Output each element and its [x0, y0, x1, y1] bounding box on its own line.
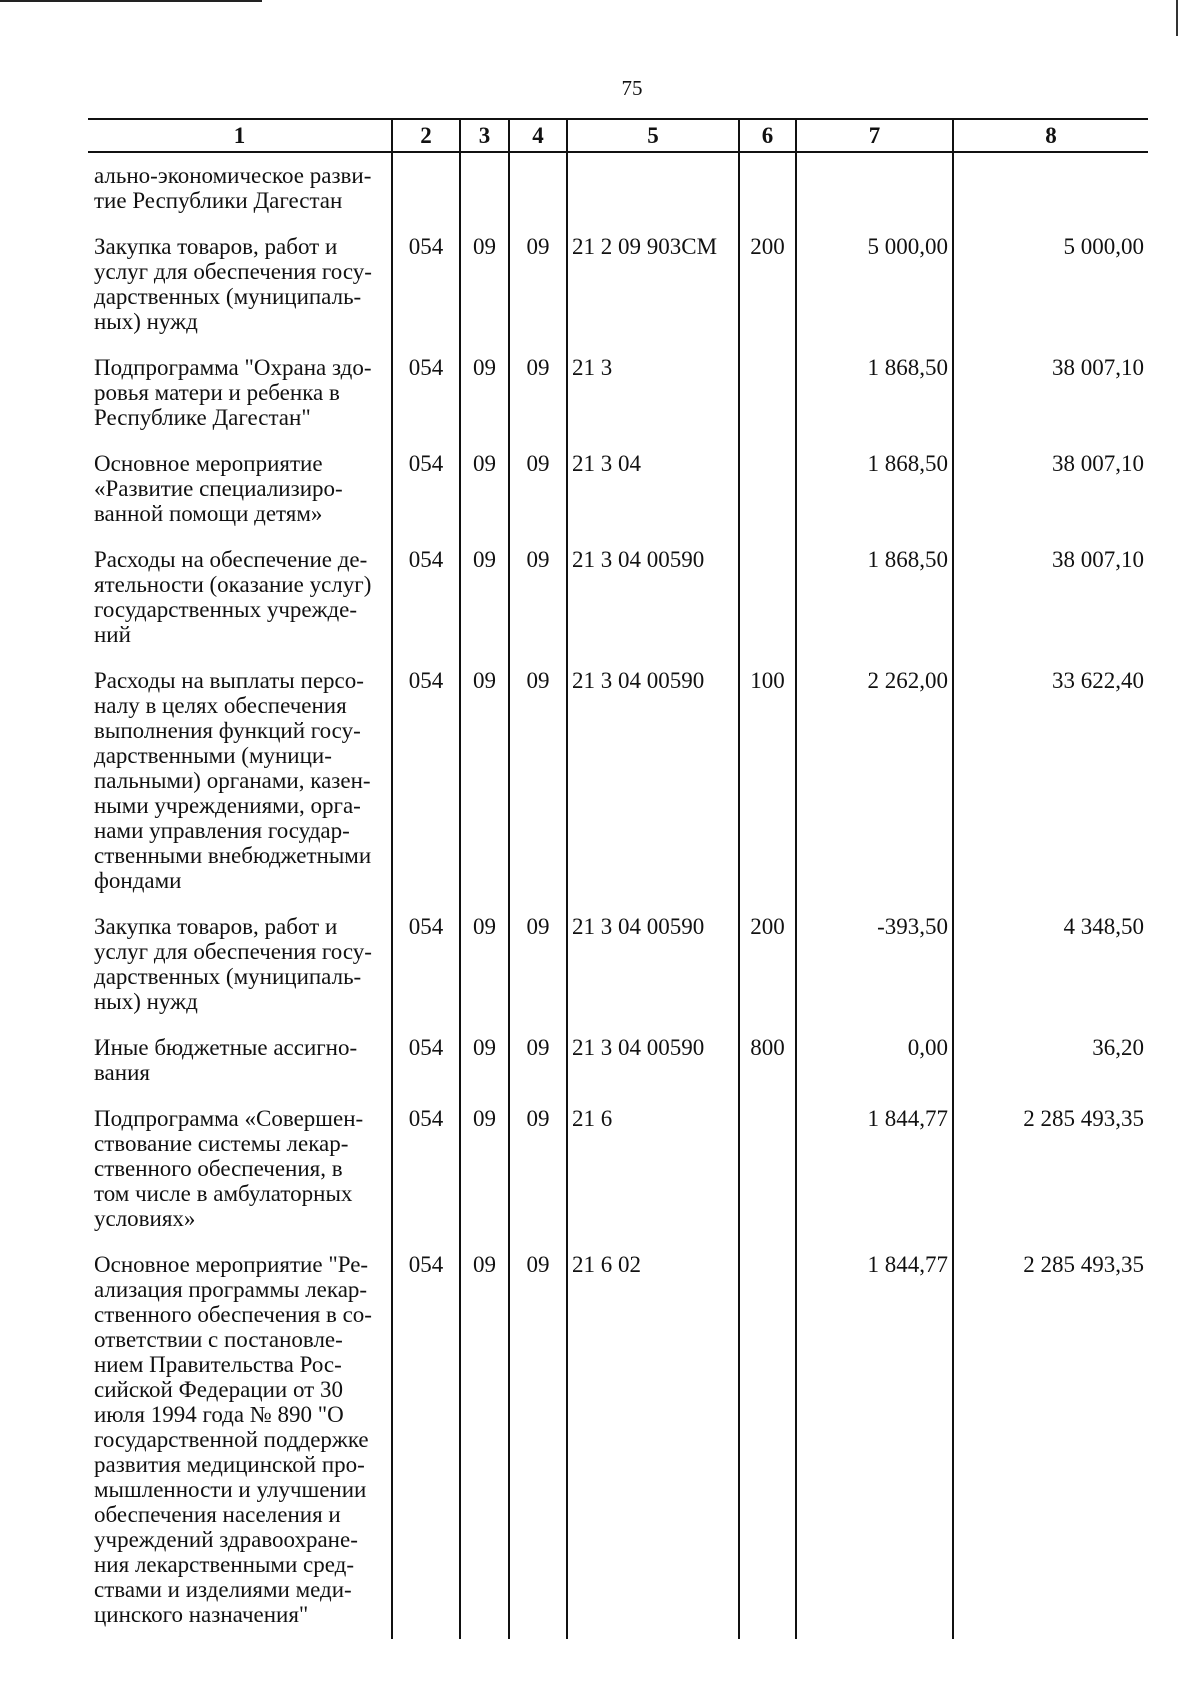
- row-expense-type: 800: [739, 1035, 796, 1106]
- row-code: 054: [392, 234, 460, 355]
- row-code: 054: [392, 668, 460, 914]
- row-subsection: 09: [509, 668, 567, 914]
- row-section: 09: [460, 234, 509, 355]
- row-description: Расходы на выплаты персо- налу в целях обеспечения выполнения функций госу- дарственными (муници- пальными) органами, казен- ными учреждениями, орга- нами управления государ- ственными внебюджетными фондами: [94, 668, 372, 893]
- row-target-article: 21 3: [567, 355, 739, 451]
- row-target-article: 21 3 04 00590: [567, 1035, 739, 1106]
- row-description: Закупка товаров, работ и услуг для обеспечения госу- дарственных (муниципаль- ных) нужд: [94, 234, 372, 334]
- row-expense-type: 200: [739, 234, 796, 355]
- row-amount-total: 38 007,10: [953, 451, 1148, 547]
- table-row: [88, 355, 1148, 451]
- row-code: 054: [392, 355, 460, 451]
- row-amount-total: 38 007,10: [953, 547, 1148, 668]
- row-section: [460, 152, 509, 234]
- row-amount-change: 5 000,00: [796, 234, 953, 355]
- row-amount-total: 5 000,00: [953, 234, 1148, 355]
- row-section: 09: [460, 668, 509, 914]
- header-col-4: 4: [509, 119, 567, 152]
- row-subsection: 09: [509, 1252, 567, 1639]
- row-amount-change: 1 868,50: [796, 355, 953, 451]
- header-col-5: 5: [567, 119, 739, 152]
- row-expense-type: 200: [739, 914, 796, 1035]
- table-body: [88, 152, 1148, 1639]
- row-subsection: 09: [509, 914, 567, 1035]
- header-col-6: 6: [739, 119, 796, 152]
- table-row: [88, 234, 1148, 355]
- row-amount-total: 36,20: [953, 1035, 1148, 1106]
- budget-table: [88, 118, 1148, 1639]
- table-row: [88, 914, 1148, 1035]
- header-row: [88, 119, 1148, 152]
- row-description: Закупка товаров, работ и услуг для обеспечения госу- дарственных (муниципаль- ных) нужд: [94, 914, 372, 1014]
- row-amount-change: 1 868,50: [796, 547, 953, 668]
- row-target-article: 21 2 09 903СМ: [567, 234, 739, 355]
- row-section: 09: [460, 451, 509, 547]
- row-expense-type: [739, 1252, 796, 1639]
- row-amount-total: 38 007,10: [953, 355, 1148, 451]
- row-amount-change: 0,00: [796, 1035, 953, 1106]
- table-row: [88, 1252, 1148, 1639]
- header-col-3: 3: [460, 119, 509, 152]
- header-col-8: 8: [953, 119, 1148, 152]
- row-description: Основное мероприятие «Развитие специализиро- ванной помощи детям»: [94, 451, 343, 526]
- row-subsection: 09: [509, 355, 567, 451]
- row-description: Подпрограмма «Совершен- ствование системы лекар- ственного обеспечения, в том числе в амбулаторных условиях»: [94, 1106, 364, 1231]
- row-target-article: 21 3 04: [567, 451, 739, 547]
- row-expense-type: [739, 1106, 796, 1252]
- row-target-article: 21 6: [567, 1106, 739, 1252]
- header-col-1: 1: [88, 119, 392, 152]
- row-description: Основное мероприятие "Ре- ализация программы лекар- ственного обеспечения в со- ответствии с постановле- нием Правительства Рос- сийской Федерации от 30 июля 1994 года № 890 "О государственной поддержке развития медицинской про- мышленности и улучшении обеспечения населения и учреждений здравоохране- ния лекарственными сред- ствами и изделиями меди- цинского назначения": [94, 1252, 372, 1627]
- row-subsection: 09: [509, 547, 567, 668]
- row-section: 09: [460, 1252, 509, 1639]
- row-expense-type: [739, 547, 796, 668]
- scan-edge-mark: [1176, 0, 1178, 36]
- row-target-article: 21 3 04 00590: [567, 668, 739, 914]
- header-col-2: 2: [392, 119, 460, 152]
- row-amount-total: 4 348,50: [953, 914, 1148, 1035]
- table-header: [88, 119, 1148, 152]
- row-section: 09: [460, 1106, 509, 1252]
- row-amount-total: [953, 152, 1148, 234]
- scan-top-line: [0, 0, 262, 2]
- row-description: Иные бюджетные ассигно- вания: [94, 1035, 358, 1085]
- row-section: 09: [460, 547, 509, 668]
- row-amount-change: [796, 152, 953, 234]
- row-amount-change: -393,50: [796, 914, 953, 1035]
- row-expense-type: [739, 355, 796, 451]
- header-col-7: 7: [796, 119, 953, 152]
- table-row: [88, 152, 1148, 234]
- row-amount-change: 2 262,00: [796, 668, 953, 914]
- row-subsection: 09: [509, 234, 567, 355]
- row-code: 054: [392, 914, 460, 1035]
- row-code: 054: [392, 1106, 460, 1252]
- table-row: [88, 668, 1148, 914]
- page-number: 75: [621, 76, 643, 100]
- row-subsection: 09: [509, 1035, 567, 1106]
- row-amount-change: 1 844,77: [796, 1252, 953, 1639]
- row-amount-total: 2 285 493,35: [953, 1106, 1148, 1252]
- row-expense-type: [739, 451, 796, 547]
- row-target-article: 21 6 02: [567, 1252, 739, 1639]
- row-amount-total: 33 622,40: [953, 668, 1148, 914]
- row-amount-total: 2 285 493,35: [953, 1252, 1148, 1639]
- table-row: [88, 547, 1148, 668]
- row-expense-type: [739, 152, 796, 234]
- table-row: [88, 1035, 1148, 1106]
- row-code: 054: [392, 1035, 460, 1106]
- row-subsection: 09: [509, 451, 567, 547]
- row-code: 054: [392, 1252, 460, 1639]
- row-section: 09: [460, 914, 509, 1035]
- row-amount-change: 1 868,50: [796, 451, 953, 547]
- row-subsection: [509, 152, 567, 234]
- row-expense-type: 100: [739, 668, 796, 914]
- row-target-article: 21 3 04 00590: [567, 914, 739, 1035]
- row-code: 054: [392, 547, 460, 668]
- row-subsection: 09: [509, 1106, 567, 1252]
- row-target-article: 21 3 04 00590: [567, 547, 739, 668]
- row-code: 054: [392, 451, 460, 547]
- table-row: [88, 451, 1148, 547]
- row-description: Расходы на обеспечение де- ятельности (оказание услуг) государственных учрежде- ний: [94, 547, 372, 647]
- row-description: Подпрограмма "Охрана здо- ровья матери и ребенка в Республике Дагестан": [94, 355, 372, 430]
- table-row: [88, 1106, 1148, 1252]
- row-section: 09: [460, 355, 509, 451]
- row-description: ально-экономическое разви- тие Республики Дагестан: [94, 163, 372, 213]
- row-section: 09: [460, 1035, 509, 1106]
- row-code: [392, 152, 460, 234]
- row-target-article: [567, 152, 739, 234]
- row-amount-change: 1 844,77: [796, 1106, 953, 1252]
